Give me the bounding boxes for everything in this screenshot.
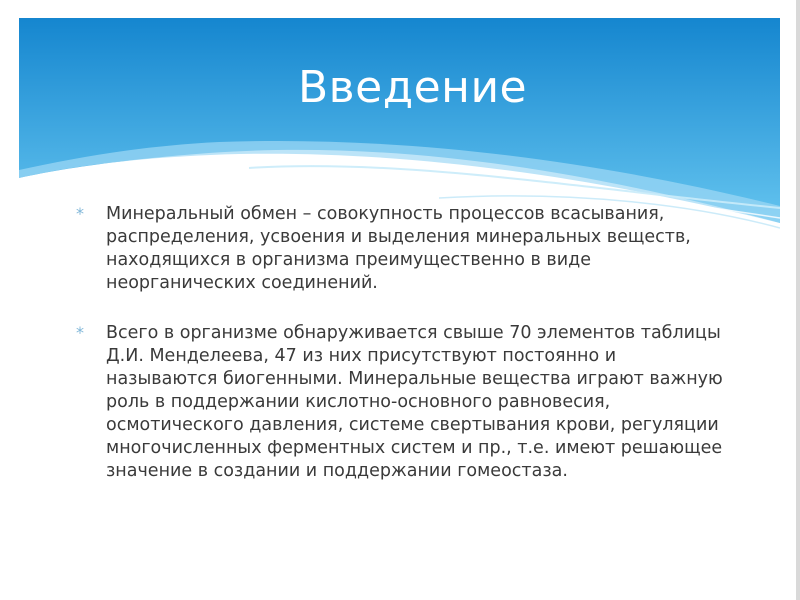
bullet-item — [76, 322, 726, 483]
bullet-item — [76, 203, 726, 295]
slide-edge-shadow — [796, 0, 800, 600]
bullet-star-icon: * — [76, 204, 84, 223]
bullet-list — [76, 203, 726, 510]
bullet-text: Всего в организме обнаруживается свыше 70 элементов таблицы Д.И. Менделеева, 47 из них присутствуют постоянно и называются биогенными. Минеральные вещества играют важную роль в поддержании кислотно-основного равновесия, осмотического давления, системе свертывания крови, регуляции многочисленных ферментных систем и пр., т.е. имеют решающее значение в создании и поддержании гомеостаза. — [106, 323, 723, 481]
slide-title: Введение — [298, 62, 528, 113]
bullet-text: Минеральный обмен – совокупность процессов всасывания, распределения, усвоения и выделения минеральных веществ, находящихся в организма преимущественно в виде неорганических соединений. — [106, 204, 691, 293]
bullet-star-icon: * — [76, 323, 84, 342]
